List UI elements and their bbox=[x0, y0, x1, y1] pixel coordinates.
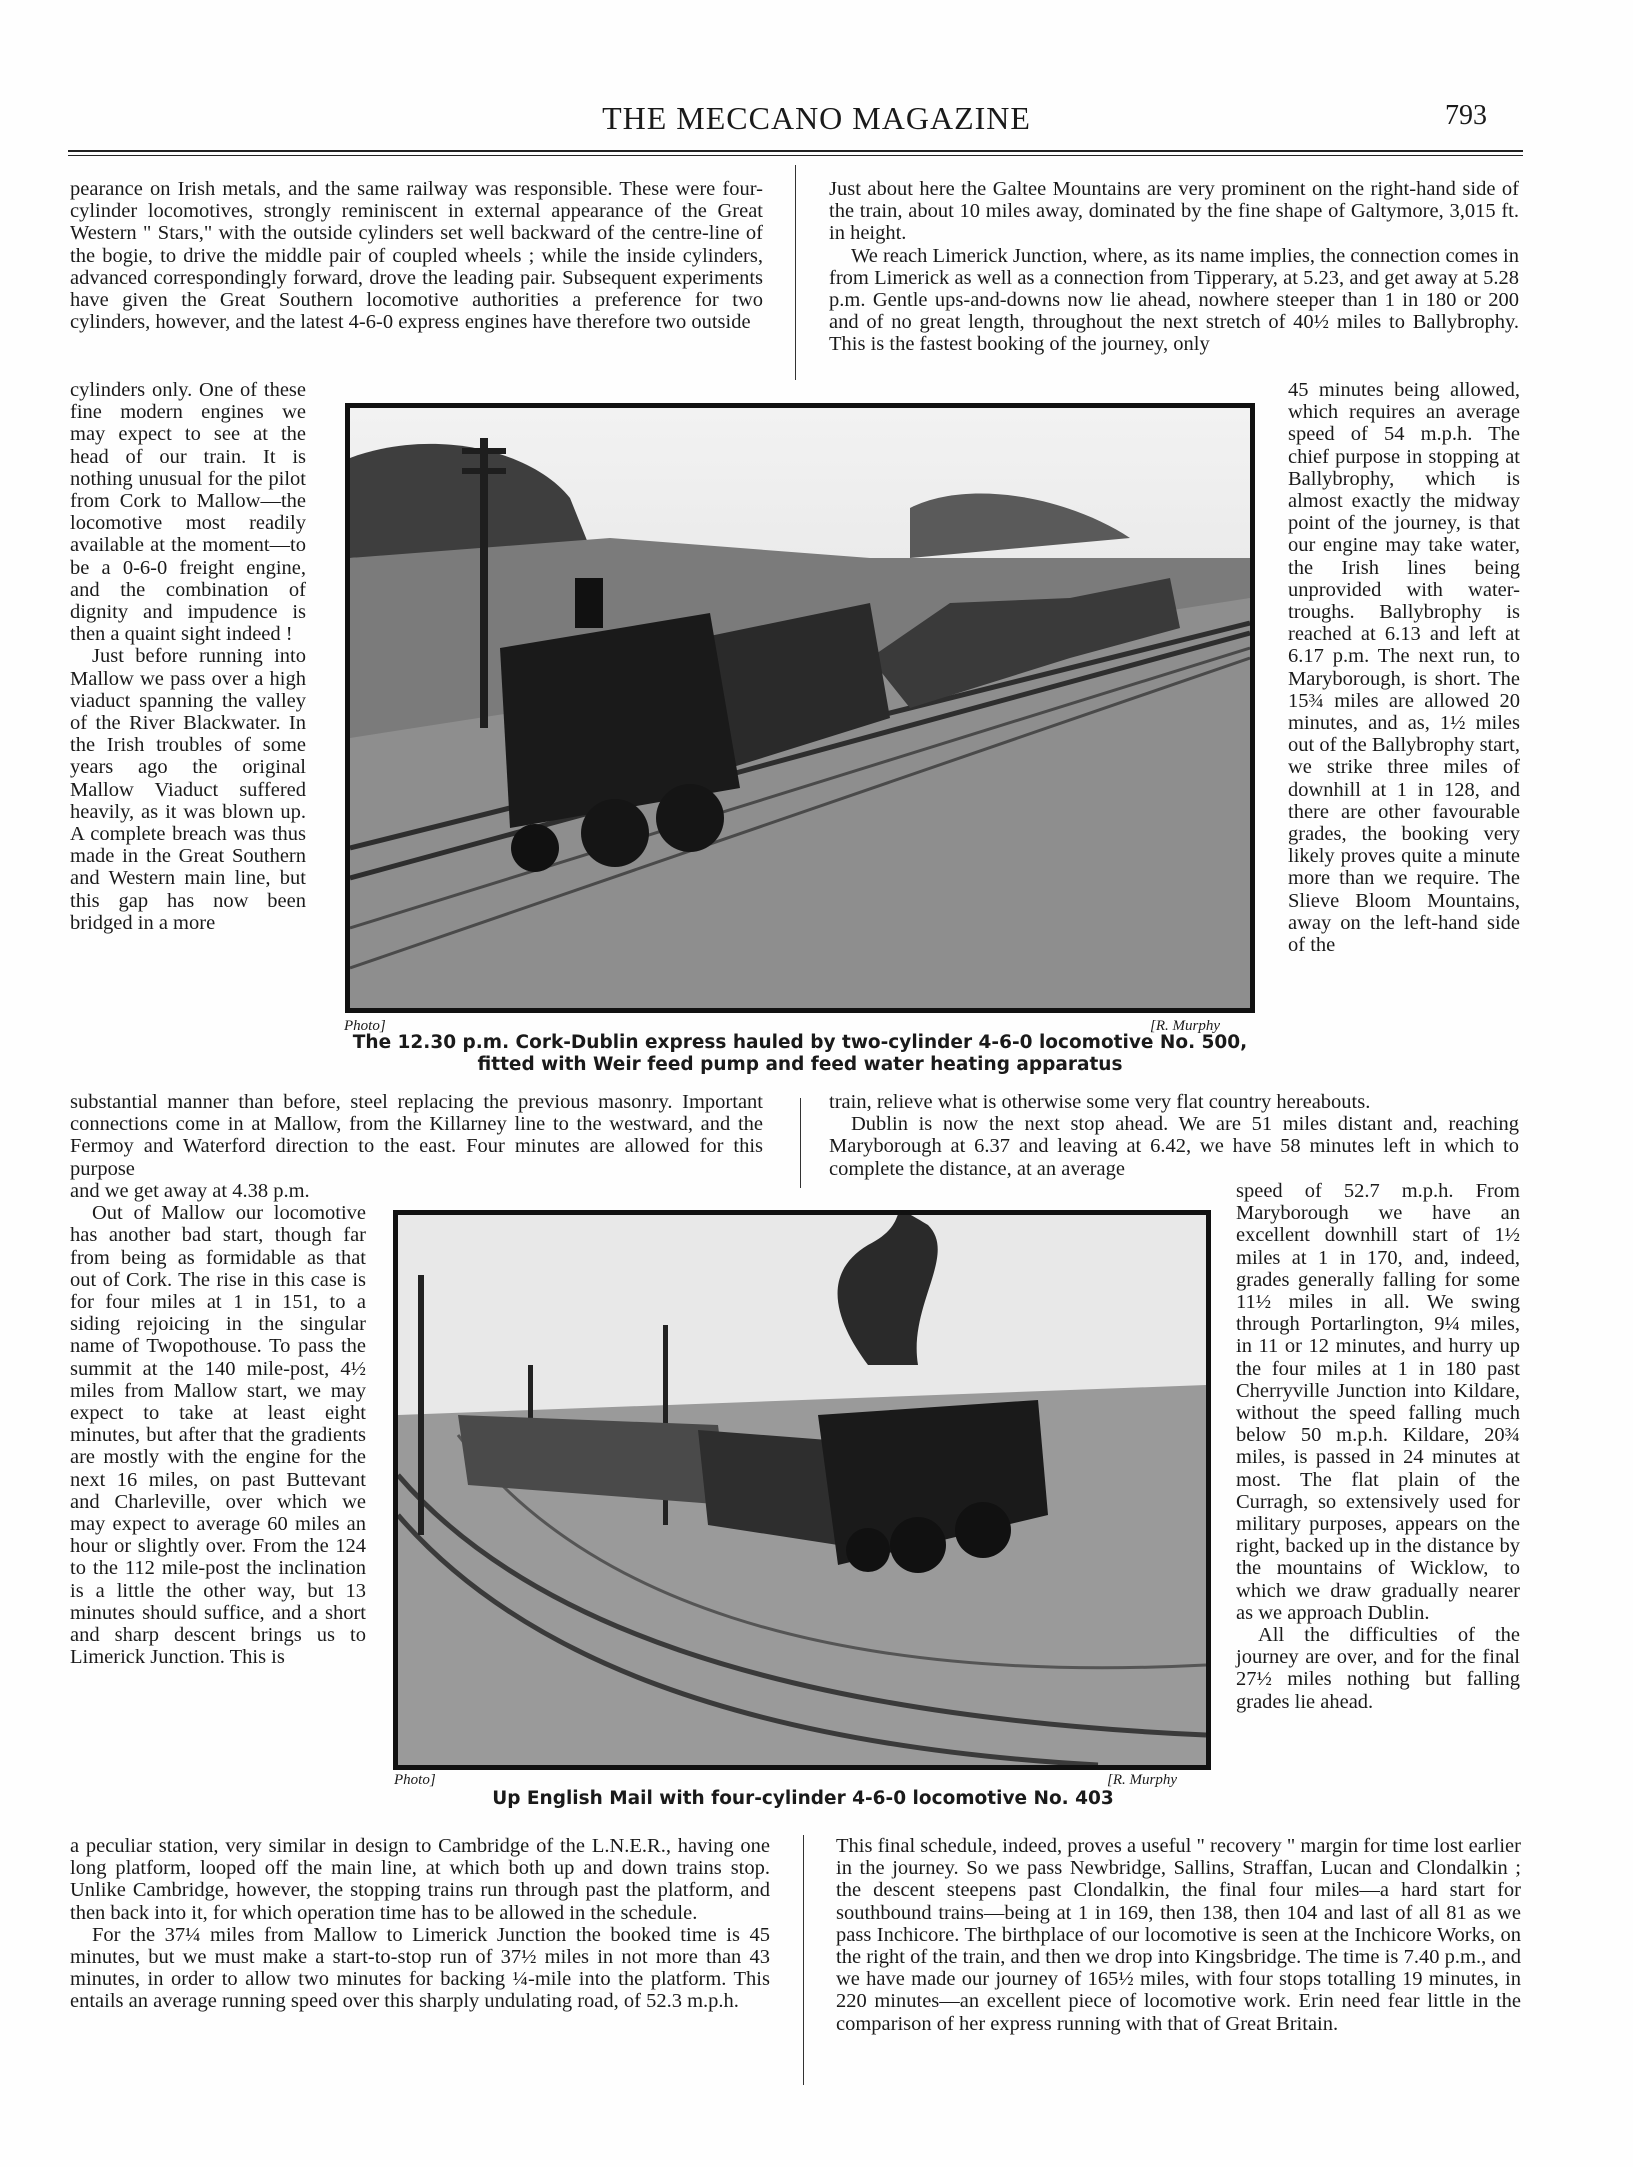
header-rule-thin bbox=[68, 155, 1523, 156]
photo-caption: Up English Mail with four-cylinder 4-6-0 locomotive No. 403 bbox=[492, 1788, 1114, 1809]
paragraph: Just before running into Mallow we pass over a high viaduct spanning the valley of the River Blackwater. In the Irish troubles of some years ago the original Mallow Viaduct suffered heavily, as it was blown up. A complete breach was thus made in the Great Southern and Western main line, but this gap has now been bridged in a more bbox=[70, 645, 306, 934]
text-mid-left bbox=[70, 1091, 763, 1180]
photo-credit-left: Photo] bbox=[394, 1772, 436, 1788]
column-divider bbox=[795, 165, 796, 380]
paragraph: Out of Mallow our locomotive has another bad start, though far from being as formidable as that out of Cork. The rise in this case is for four miles at 1 in 151, to a siding rejoicing in the singular name of Twopothouse. To pass the summit at the 140 mile-post, 4½ miles from Mallow start, we may expect to take at least eight minutes, but after that the gradients are mostly with the engine for the next 16 miles, on past Buttevant and Charleville, over which we may expect to average 60 miles an hour or slightly over. From the 124 to the 112 mile-post the inclination is a little the other way, but 13 minutes should suffice, and a short and sharp descent brings us to Limerick Junction. This is bbox=[70, 1202, 366, 1669]
text-top-right bbox=[829, 178, 1519, 356]
photo-cork-dublin-express bbox=[345, 403, 1255, 1013]
caption-line: fitted with Weir feed pump and feed water heating apparatus bbox=[477, 1054, 1123, 1075]
locomotive-500-image bbox=[350, 408, 1250, 1008]
text-top-left bbox=[70, 178, 763, 333]
header-rule bbox=[68, 150, 1523, 152]
paragraph: train, relieve what is otherwise some very flat country hereabouts. bbox=[829, 1091, 1371, 1113]
caption-line: The 12.30 p.m. Cork-Dublin express hauled by two-cylinder 4-6-0 locomotive No. 500, bbox=[352, 1032, 1248, 1053]
text-bottom-left bbox=[70, 1835, 770, 2013]
text-right-narrow-2 bbox=[1236, 1180, 1520, 1713]
column-divider bbox=[800, 1098, 801, 1188]
magazine-title: THE MECCANO MAGAZINE bbox=[602, 100, 1031, 136]
column-divider bbox=[803, 1835, 804, 2085]
photo-caption bbox=[325, 1032, 1275, 1076]
paragraph: For the 37¼ miles from Mallow to Limerick Junction the booked time is 45 minutes, but we must make a start-to-stop run of 37½ miles in not more than 43 minutes, in order to allow two minutes for backing ¼-mile into the platform. This entails an average running speed over this sharply undulating road, of 52.3 m.p.h. bbox=[70, 1923, 770, 2013]
photo-credit-right: [R. Murphy bbox=[1150, 1018, 1220, 1034]
paragraph: cylinders only. One of these fine modern engines we may expect to see at the head of our train. It is nothing unusual for the pilot from Cork to Mallow—the locomotive most readily available at the moment—to be a 0-6-0 freight engine, and the combination of dignity and impudence is then a quaint sight indeed ! bbox=[70, 379, 306, 646]
paragraph: speed of 52.7 m.p.h. From Maryborough we have an excellent downhill start of 1½ miles at 1 in 170, and, indeed, grades generally falling for some 11½ miles in all. We swing through Portarlington, 9¼ miles, in 11 or 12 minutes, and hurry up the four miles at 1 in 180 past Cherryville Junction into Kildare, without the speed falling much below 50 m.p.h. Kildare, 20¾ miles, is passed in 24 minutes at most. The flat plain of the Curragh, so extensively used for military purposes, appears on the right, backed up in the distance by the mountains of Wicklow, to which we draw gradually nearer as we approach Dublin. bbox=[1236, 1180, 1520, 1624]
paragraph: We reach Limerick Junction, where, as its name implies, the connection comes in from Limerick as well as a connection from Tipperary, at 5.23, and get away at 5.28 p.m. Gentle ups-and-downs now lie ahead, nowhere steeper than 1 in 180 or 200 and of no great length, throughout the next stretch of 40½ miles to Ballybrophy. This is the fastest booking of the journey, only bbox=[829, 244, 1519, 356]
photo-credit-right: [R. Murphy bbox=[1107, 1772, 1177, 1788]
paragraph: a peculiar station, very similar in design to Cambridge of the L.N.E.R., having one long platform, looped off the main line, at which both up and down trains stop. Unlike Cambridge, however, the stopping trains run through past the platform, and then back into it, for which operation time has to be allowed in the schedule. bbox=[70, 1835, 770, 1924]
photo-credit-left: Photo] bbox=[344, 1018, 386, 1034]
paragraph: 45 minutes being allowed, which requires an average speed of 54 m.p.h. The chief purpose in stopping at Ballybrophy, which is almost exactly the midway point of the journey, is that our engine may take water, the Irish lines being unprovided with water-troughs. Ballybrophy is reached at 6.13 and left at 6.17 p.m. The next run, to Maryborough, is short. The 15¾ miles are allowed 20 minutes, and as, 1½ miles out of the Ballybrophy start, we strike three miles of downhill at 1 in 128, and there are other favourable grades, the booking very likely proves quite a minute more than we require. The Slieve Bloom Mountains, away on the left-hand side of the bbox=[1288, 379, 1520, 957]
text-mid-right bbox=[829, 1091, 1519, 1180]
page-number: 793 bbox=[1445, 100, 1487, 131]
paragraph: pearance on Irish metals, and the same railway was responsible. These were four-cylinder locomotives, strongly reminiscent in external appearance of the Great Western " Stars," with the outside cylinders set well backward of the centre-line of the bogie, to drive the middle pair of coupled wheels ; while the inside cylinders, advanced correspondingly forward, drove the leading pair. Subsequent experiments have given the Great Southern locomotive authorities a preference for two cylinders, however, and the latest 4-6-0 express engines have therefore two outside bbox=[70, 178, 763, 334]
text-bottom-right bbox=[836, 1835, 1521, 2035]
paragraph: All the difficulties of the journey are over, and for the final 27½ miles nothing but falling grades lie ahead. bbox=[1236, 1624, 1520, 1713]
paragraph: This final schedule, indeed, proves a useful " recovery " margin for time lost earlier in the journey. So we pass Newbridge, Sallins, Straffan, Lucan and Clondalkin ; the descent steepens past Clondalkin, the final four miles—a hard start for southbound trains—being at 1 in 169, then 138, then 104 and last of all 81 as we pass Inchicore. The birthplace of our locomotive is seen at the Inchicore Works, on the right of the train, and then we drop into Kingsbridge. The time is 7.40 p.m., and we have made our journey of 165½ miles, with four stops totalling 19 minutes, in 220 minutes—an excellent piece of locomotive work. Erin need fear little in the comparison of her express running with that of Great Britain. bbox=[836, 1835, 1521, 2035]
photo-up-english-mail bbox=[393, 1210, 1211, 1770]
paragraph: and we get away at 4.38 p.m. bbox=[70, 1180, 310, 1202]
text-left-narrow bbox=[70, 379, 306, 934]
paragraph: substantial manner than before, steel replacing the previous masonry. Important connections come in at Mallow, from the Killarney line to the westward, and the Fermoy and Waterford direction to the east. Four minutes are allowed for this purpose bbox=[70, 1091, 763, 1180]
paragraph: Dublin is now the next stop ahead. We are 51 miles distant and, reaching Maryborough at 6.37 and leaving at 6.42, we have 58 minutes left in which to complete the distance, at an average bbox=[829, 1113, 1519, 1180]
paragraph: Just about here the Galtee Mountains are very prominent on the right-hand side of the train, about 10 miles away, dominated by the fine shape of Galtymore, 3,015 ft. in height. bbox=[829, 178, 1519, 245]
text-left-narrow-2 bbox=[70, 1180, 366, 1668]
locomotive-403-image bbox=[398, 1215, 1206, 1765]
text-right-narrow bbox=[1288, 379, 1520, 956]
